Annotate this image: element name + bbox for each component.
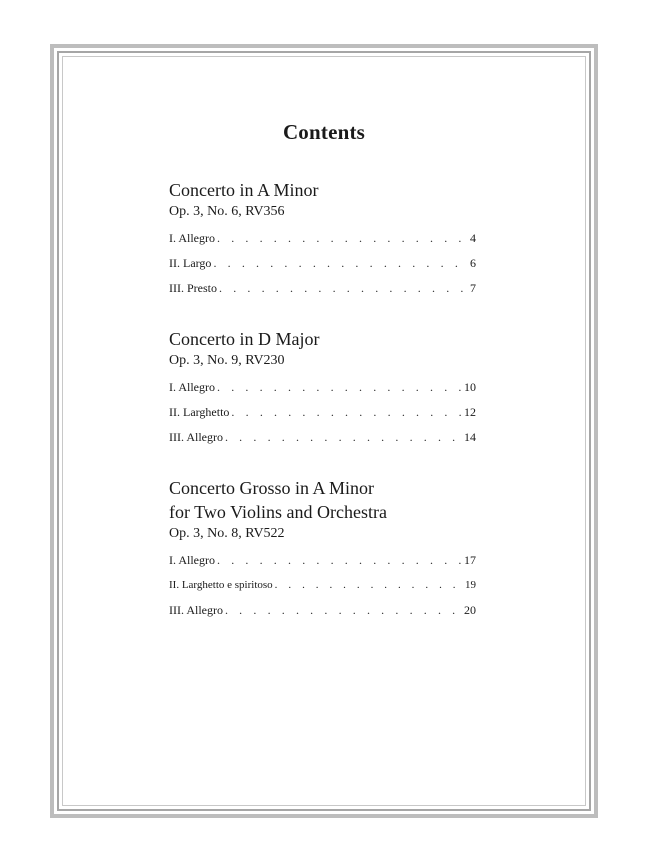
- toc-entry[interactable]: [169, 400, 476, 425]
- toc-entry[interactable]: [169, 425, 476, 450]
- dot-leader: [217, 548, 462, 573]
- entry-page-number: 7: [470, 281, 476, 295]
- entry-page-number: 14: [464, 430, 476, 444]
- toc-entry[interactable]: [169, 226, 476, 251]
- section-heading-subtitle: for Two Violins and Orchestra: [169, 502, 387, 522]
- entry-page-number: 19: [465, 579, 476, 591]
- entry-page-number: 6: [470, 256, 476, 270]
- dot-leader: [217, 375, 462, 400]
- section-heading: Concerto in A Minor: [169, 180, 319, 200]
- entry-title: III. Allegro: [169, 430, 223, 444]
- toc-section-concerto-a-minor: [169, 178, 476, 301]
- entry-title: I. Allegro: [169, 553, 215, 567]
- entry-page-number: 20: [464, 603, 476, 617]
- section-opus: Op. 3, No. 6, RV356: [169, 204, 285, 219]
- section-opus: Op. 3, No. 9, RV230: [169, 353, 285, 368]
- section-heading: Concerto Grosso in A Minor: [169, 478, 374, 498]
- entry-title: II. Larghetto e spiritoso: [169, 579, 273, 591]
- entry-page-number: 17: [464, 553, 476, 567]
- entry-page-number: 4: [470, 231, 476, 245]
- section-opus: Op. 3, No. 8, RV522: [169, 526, 285, 541]
- section-heading: Concerto in D Major: [169, 329, 320, 349]
- entry-page-number: 12: [464, 405, 476, 419]
- dot-leader: [219, 276, 468, 301]
- entry-title: II. Larghetto: [169, 405, 230, 419]
- toc-entry[interactable]: [169, 251, 476, 276]
- toc-entry[interactable]: [169, 276, 476, 301]
- entry-title: III. Presto: [169, 281, 217, 295]
- dot-leader: [217, 226, 468, 251]
- toc-entry[interactable]: [169, 598, 476, 623]
- entry-page-number: 10: [464, 380, 476, 394]
- entry-title: I. Allegro: [169, 231, 215, 245]
- dot-leader: [225, 425, 462, 450]
- entry-title: I. Allegro: [169, 380, 215, 394]
- dot-leader: [213, 251, 468, 276]
- toc-entry[interactable]: [169, 375, 476, 400]
- toc-entry[interactable]: [169, 548, 476, 573]
- toc-section-concerto-grosso: [169, 476, 476, 623]
- dot-leader: [225, 598, 462, 623]
- toc-entry[interactable]: [169, 573, 476, 598]
- toc-section-concerto-d-major: [169, 327, 476, 450]
- page-title: Contents: [282, 120, 366, 144]
- entry-title: III. Allegro: [169, 603, 223, 617]
- entry-title: II. Largo: [169, 256, 212, 270]
- dot-leader: [275, 573, 463, 598]
- dot-leader: [231, 400, 462, 425]
